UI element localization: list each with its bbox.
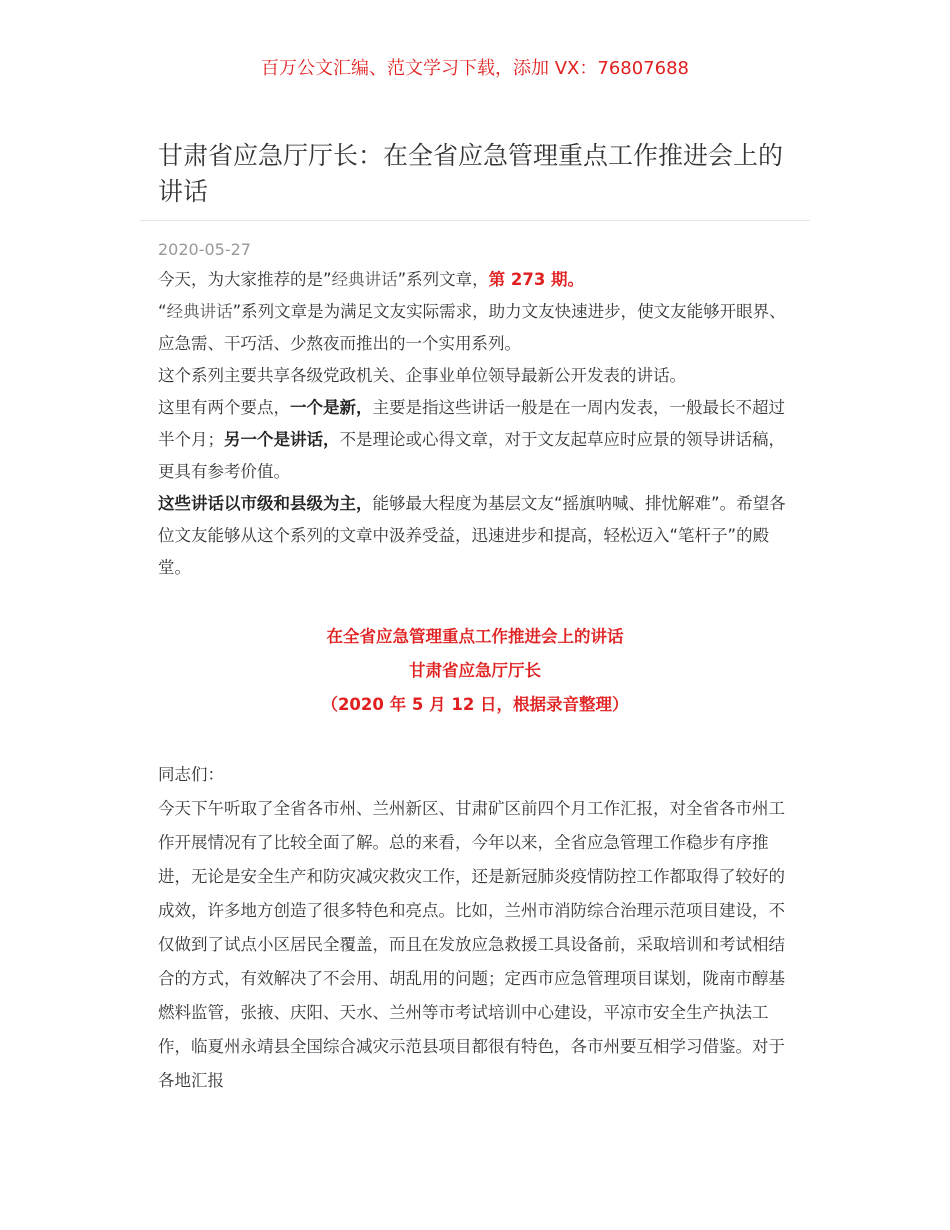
issue-number: 第 273 期。 [488,270,585,289]
series-name: 经典讲话 [166,302,233,321]
intro-text: “ [158,302,167,321]
intro-paragraph [158,296,794,360]
speech-header [0,620,950,722]
intro-paragraph: 这个系列主要共享各级党政机关、企事业单位领导最新公开发表的讲话。 [158,366,686,385]
intro-paragraph [158,488,794,584]
key-point: 另一个是讲话， [224,430,340,449]
speech-speaker: 甘肃省应急厅厅长 [409,661,541,680]
intro-text: ”系列文章是为满足文友实际需求，助力文友快速进步，使文友能够开眼界、应急需、干巧活、少熬夜而推出的一个实用系列。 [158,302,786,353]
intro-text: 主要是指这些讲话一般是在一周内发表，一般最长不超过半个月； [158,398,785,449]
publish-date: 2020-05-27 [158,240,251,259]
speech-note: （2020 年 5 月 12 日，根据录音整理） [321,695,629,714]
intro-text: 能够最大程度为基层文友“摇旗呐喊、排忧解难”。希望各位文友能够从这个系列的文章中汲养受益，迅速进步和提高，轻松迈入“笔杆子”的殿堂。 [158,494,786,577]
intro-paragraph [158,264,794,296]
speech-body [158,758,794,1098]
intro-text: 这里有两个要点， [158,398,290,417]
intro-text: ”系列文章， [397,270,489,289]
speech-salutation: 同志们： [158,765,224,784]
key-point: 一个是新， [290,398,373,417]
series-name: 经典讲话 [331,270,398,289]
key-point: 这些讲话以市级和县级为主， [158,494,373,513]
intro-section [158,264,794,584]
intro-text: 今天，为大家推荐的是” [158,270,332,289]
promo-banner: 百万公文汇编、范文学习下载，添加 VX：76807688 [261,58,689,79]
intro-paragraph [158,392,794,488]
speech-paragraph: 今天下午听取了全省各市州、兰州新区、甘肃矿区前四个月工作汇报，对全省各市州工作开展情况有了比较全面了解。总的来看，今年以来，全省应急管理工作稳步有序推进，无论是安全生产和防灾减灾救灾工作，还是新冠肺炎疫情防控工作都取得了较好的成效，许多地方创造了很多特色和亮点。比如，兰州市消防综合治理示范项目建设，不仅做到了试点小区居民全覆盖，而且在发放应急救援工具设备前，采取培训和考试相结合的方式，有效解决了不会用、胡乱用的问题；定西市应急管理项目谋划，陇南市醇基燃料监管，张掖、庆阳、天水、兰州等市考试培训中心建设，平凉市安全生产执法工作，临夏州永靖县全国综合减灾示范县项目都很有特色，各市州要互相学习借鉴。对于各地汇报 [158,799,785,1090]
speech-heading: 在全省应急管理重点工作推进会上的讲话 [326,627,624,646]
intro-text: 不是理论或心得文章，对于文友起草应时应景的领导讲话稿，更具有参考价值。 [158,430,785,481]
title-divider [140,220,810,221]
article-title: 甘肃省应急厅厅长：在全省应急管理重点工作推进会上的讲话 [158,141,784,206]
